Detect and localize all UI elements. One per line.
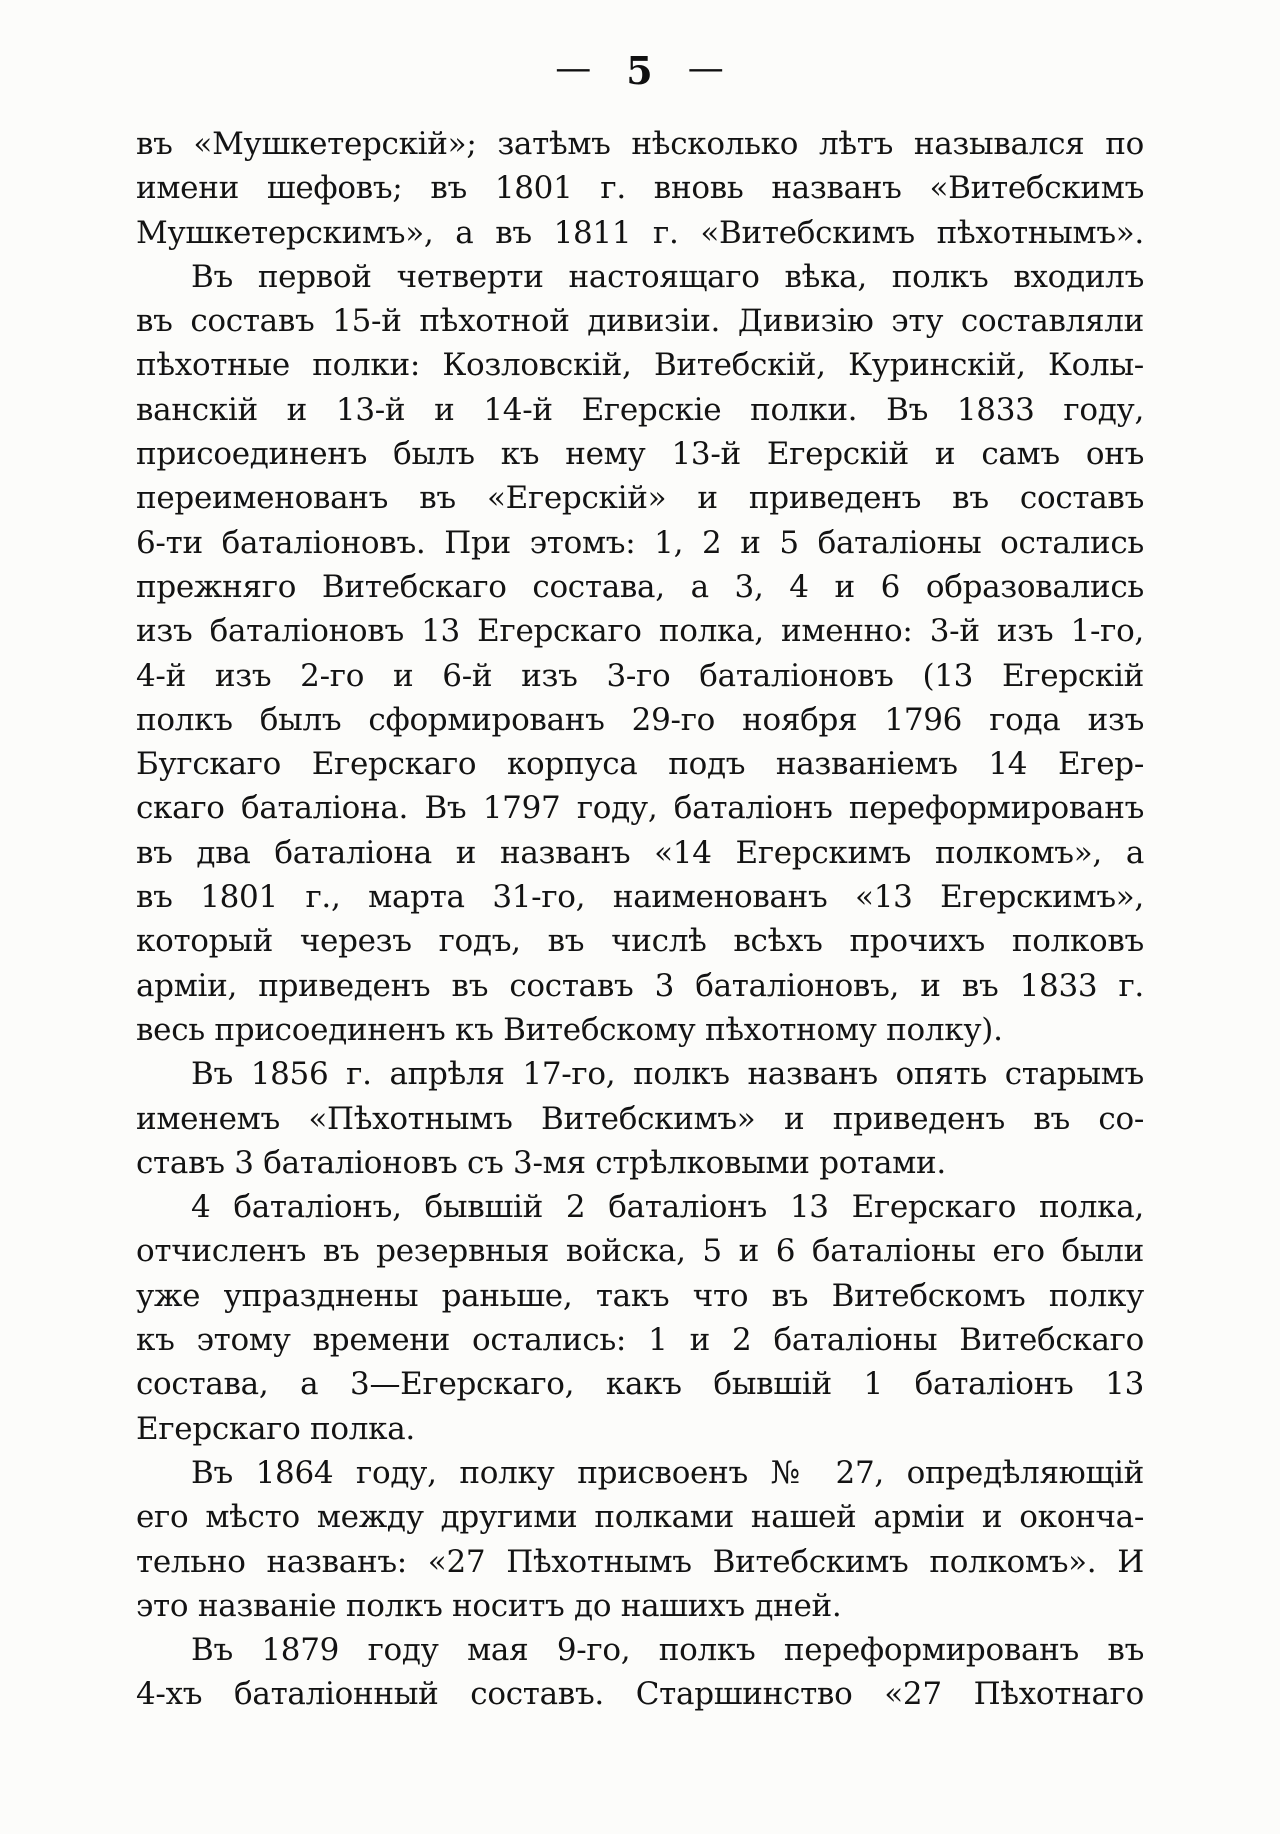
text-line: Егерскаго полка. bbox=[136, 1410, 415, 1447]
page-number: 5 bbox=[626, 48, 654, 93]
text-line: Въ 1879 году мая 9-го, полкъ переформированъ въ bbox=[191, 1632, 1144, 1669]
text-line: Бугскаго Егерскаго корпуса подъ названіемъ 14 Егер- bbox=[136, 746, 1144, 783]
header-right-dash: — bbox=[687, 48, 725, 89]
text-block bbox=[136, 122, 1144, 1717]
text-line: Мушкетерскимъ», а въ 1811 г. «Витебскимъ пѣхотнымъ». bbox=[136, 214, 1144, 251]
text-line: Въ первой четверти настоящаго вѣка, полкъ входилъ bbox=[191, 258, 1144, 295]
text-line: имени шефовъ; въ 1801 г. вновь названъ «Витебскимъ bbox=[136, 170, 1144, 207]
text-line: который черезъ годъ, въ числѣ всѣхъ прочихъ полковъ bbox=[136, 923, 1144, 960]
text-line: весь присоединенъ къ Витебскому пѣхотному полку). bbox=[136, 1011, 1003, 1048]
text-line: скаго баталіона. Въ 1797 году, баталіонъ переформированъ bbox=[136, 790, 1144, 827]
text-line: 4 баталіонъ, бывшій 2 баталіонъ 13 Егерскаго полка, bbox=[191, 1189, 1144, 1226]
text-line: въ 1801 г., марта 31-го, наименованъ «13 Егерскимъ», bbox=[136, 879, 1144, 916]
text-line: переименованъ въ «Егерскій» и приведенъ въ составъ bbox=[136, 480, 1144, 517]
page-header bbox=[0, 48, 1280, 93]
text-line: въ составъ 15-й пѣхотной дивизіи. Дивизію эту составляли bbox=[136, 303, 1144, 340]
text-line: ванскій и 13-й и 14-й Егерскіе полки. Въ 1833 году, bbox=[136, 391, 1144, 428]
text-line: изъ баталіоновъ 13 Егерскаго полка, именно: 3-й изъ 1-го, bbox=[136, 613, 1144, 650]
text-line: пѣхотные полки: Козловскій, Витебскій, Куринскій, Колы- bbox=[136, 347, 1144, 384]
text-line: прежняго Витебскаго состава, а 3, 4 и 6 образовались bbox=[136, 568, 1144, 605]
text-line: присоединенъ былъ къ нему 13-й Егерскій и самъ онъ bbox=[136, 436, 1144, 473]
text-line: именемъ «Пѣхотнымъ Витебскимъ» и приведенъ въ со- bbox=[136, 1100, 1144, 1137]
text-line: Въ 1864 году, полку присвоенъ № 27, опредѣляющій bbox=[191, 1454, 1144, 1491]
text-line: 4-хъ баталіонный составъ. Старшинство «27 Пѣхотнаго bbox=[136, 1676, 1144, 1713]
text-line: тельно названъ: «27 Пѣхотнымъ Витебскимъ полкомъ». И bbox=[136, 1543, 1144, 1580]
text-line: 4-й изъ 2-го и 6-й изъ 3-го баталіоновъ (13 Егерскій bbox=[136, 657, 1144, 694]
text-line: арміи, приведенъ въ составъ 3 баталіоновъ, и въ 1833 г. bbox=[136, 967, 1144, 1004]
text-line: это названіе полкъ носитъ до нашихъ дней. bbox=[136, 1587, 842, 1624]
text-line: его мѣсто между другими полками нашей арміи и оконча- bbox=[136, 1499, 1144, 1536]
text-line: въ «Мушкетерскій»; затѣмъ нѣсколько лѣтъ назывался по bbox=[136, 126, 1144, 162]
text-line: къ этому времени остались: 1 и 2 баталіоны Витебскаго bbox=[136, 1322, 1144, 1359]
text-line: ставъ 3 баталіоновъ съ 3-мя стрѣлковыми ротами. bbox=[136, 1144, 946, 1181]
text-line: отчисленъ въ резервныя войска, 5 и 6 баталіоны его были bbox=[136, 1233, 1144, 1270]
text-line: полкъ былъ сформированъ 29-го ноября 1796 года изъ bbox=[136, 701, 1144, 738]
text-line: 6-ти баталіоновъ. При этомъ: 1, 2 и 5 баталіоны остались bbox=[136, 524, 1144, 561]
text-line: Въ 1856 г. апрѣля 17-го, полкъ названъ опять старымъ bbox=[191, 1056, 1144, 1093]
text-line: въ два баталіона и названъ «14 Егерскимъ полкомъ», а bbox=[136, 834, 1144, 871]
text-line: состава, а 3—Егерскаго, какъ бывшій 1 баталіонъ 13 bbox=[136, 1366, 1144, 1403]
text-line: уже упразднены раньше, такъ что въ Витебскомъ полку bbox=[136, 1277, 1144, 1314]
header-left-dash: — bbox=[555, 48, 593, 89]
